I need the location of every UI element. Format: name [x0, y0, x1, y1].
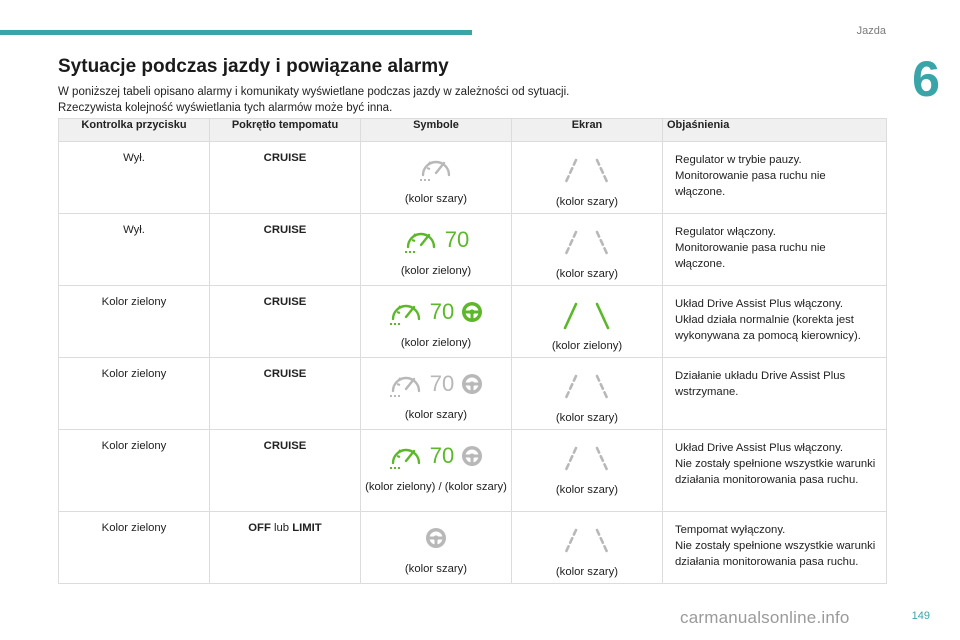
- column-header-symbols: Symbole: [361, 119, 512, 142]
- explanation-line: Monitorowanie pasa ruchu nie włączone.: [675, 242, 826, 270]
- explanation-line: działania monitorowania pasa ruchu.: [675, 556, 859, 568]
- column-header-explanation: Objaśnienia: [663, 119, 887, 142]
- steering-wheel-icon: [460, 444, 484, 468]
- column-header-screen: Ekran: [512, 119, 663, 142]
- lane-line-left-icon: [562, 228, 580, 260]
- intro-line: Rzeczywista kolejność wyświetlania tych alarmów może być inna.: [58, 102, 393, 114]
- table-row: [59, 142, 887, 214]
- explanation-line: Nie zostały spełnione wszystkie warunki: [675, 540, 876, 552]
- cell-control: Kolor zielony: [59, 286, 210, 358]
- table-row: [59, 512, 887, 584]
- symbol-icons: [362, 364, 510, 404]
- cruise-control-icon: [388, 297, 424, 327]
- cell-symbols: [361, 430, 512, 512]
- explanation-line: Nie zostały spełnione wszystkie warunki: [675, 458, 876, 470]
- lane-line-right-icon: [594, 526, 612, 558]
- symbol-caption: (kolor zielony): [400, 337, 472, 349]
- intro-line: W poniższej tabeli opisano alarmy i komunikaty wyświetlane podczas jazdy w zależności od sytuacji.: [58, 86, 570, 98]
- lane-display: [513, 226, 661, 262]
- cell-knob: [210, 358, 361, 430]
- table-row: [59, 430, 887, 512]
- speed-value: 70: [429, 299, 455, 324]
- lane-line-right-icon: [594, 300, 612, 332]
- symbol-icons: [362, 518, 510, 558]
- cell-screen: [512, 214, 663, 286]
- cell-knob: [210, 430, 361, 512]
- symbol-caption: (kolor szary): [404, 193, 468, 205]
- symbol-icons: [362, 436, 510, 476]
- explanation-line: Działanie układu Drive Assist Plus: [675, 370, 846, 382]
- explanation-line: wykonywana za pomocą kierownicy).: [675, 330, 861, 342]
- lane-display: [513, 370, 661, 406]
- watermark: carmanualsonline.info: [680, 608, 850, 627]
- cell-screen: [512, 358, 663, 430]
- symbol-caption: (kolor zielony) / (kolor szary): [365, 481, 507, 493]
- cell-knob: [210, 286, 361, 358]
- speed-value: 70: [444, 227, 470, 252]
- cell-symbols: [361, 214, 512, 286]
- explanation-line: Regulator włączony.: [675, 226, 776, 238]
- cell-symbols: [361, 286, 512, 358]
- table-row: [59, 358, 887, 430]
- cell-control: Kolor zielony: [59, 512, 210, 584]
- explanation-line: Układ działa normalnie (korekta jest: [675, 314, 854, 326]
- screen-caption: (kolor szary): [555, 412, 619, 424]
- speed-value: 70: [429, 443, 455, 468]
- steering-wheel-icon: [460, 300, 484, 324]
- lane-display: [513, 154, 661, 190]
- explanation-line: Tempomat wyłączony.: [675, 524, 786, 536]
- column-header-knob: Pokrętło tempomatu: [210, 119, 361, 142]
- cell-symbols: [361, 142, 512, 214]
- knob-position: OFF: [248, 522, 271, 534]
- cell-control: Wył.: [59, 214, 210, 286]
- cell-explanation: [663, 214, 887, 286]
- cell-explanation: [663, 142, 887, 214]
- symbol-caption: (kolor zielony): [400, 265, 472, 277]
- cell-screen: [512, 512, 663, 584]
- cell-screen: [512, 286, 663, 358]
- cell-explanation: [663, 512, 887, 584]
- symbol-icons: [362, 148, 510, 188]
- lane-display: [513, 442, 661, 478]
- symbol-caption: (kolor szary): [404, 409, 468, 421]
- cruise-control-icon: [403, 225, 439, 255]
- explanation-line: Układ Drive Assist Plus włączony.: [675, 442, 844, 454]
- cell-explanation: [663, 430, 887, 512]
- lane-line-left-icon: [562, 526, 580, 558]
- knob-separator: lub: [270, 522, 293, 534]
- screen-caption: (kolor zielony): [551, 340, 623, 352]
- lane-line-left-icon: [562, 372, 580, 404]
- knob-position: CRUISE: [263, 440, 307, 452]
- symbol-icons: [362, 292, 510, 332]
- table-row: [59, 214, 887, 286]
- symbol-caption: (kolor szary): [404, 563, 468, 575]
- screen-caption: (kolor szary): [555, 566, 619, 578]
- table-header-row: [59, 119, 887, 142]
- intro-text: [58, 84, 569, 116]
- page-title: Sytuacje podczas jazdy i powiązane alarmy: [58, 56, 449, 77]
- lane-line-right-icon: [594, 228, 612, 260]
- cell-knob: [210, 142, 361, 214]
- cruise-control-icon: [418, 153, 454, 183]
- explanation-line: Regulator w trybie pauzy.: [675, 154, 802, 166]
- knob-position-alt: LIMIT: [292, 522, 322, 534]
- lane-display: [513, 524, 661, 560]
- cell-explanation: [663, 358, 887, 430]
- explanation-line: wstrzymane.: [675, 386, 739, 398]
- table-row: [59, 286, 887, 358]
- header-accent-bar: [0, 30, 472, 35]
- lane-line-right-icon: [594, 372, 612, 404]
- cell-knob: [210, 512, 361, 584]
- cell-control: Kolor zielony: [59, 358, 210, 430]
- knob-position: CRUISE: [263, 368, 307, 380]
- speed-value: 70: [429, 371, 455, 396]
- lane-display: [513, 298, 661, 334]
- cell-explanation: [663, 286, 887, 358]
- cell-screen: [512, 430, 663, 512]
- lane-line-right-icon: [594, 444, 612, 476]
- cell-symbols: [361, 358, 512, 430]
- cruise-control-icon: [388, 441, 424, 471]
- knob-position: CRUISE: [263, 152, 307, 164]
- explanation-line: Układ Drive Assist Plus włączony.: [675, 298, 844, 310]
- page-number: 149: [911, 610, 930, 622]
- section-name: Jazda: [856, 25, 886, 37]
- cell-control: Kolor zielony: [59, 430, 210, 512]
- symbol-icons: [362, 220, 510, 260]
- alarms-table: [58, 118, 887, 584]
- screen-caption: (kolor szary): [555, 268, 619, 280]
- column-header-control: Kontrolka przycisku: [59, 119, 210, 142]
- screen-caption: (kolor szary): [555, 196, 619, 208]
- cell-knob: [210, 214, 361, 286]
- lane-line-right-icon: [594, 156, 612, 188]
- cruise-control-icon: [388, 369, 424, 399]
- explanation-line: Monitorowanie pasa ruchu nie włączone.: [675, 170, 826, 198]
- screen-caption: (kolor szary): [555, 484, 619, 496]
- chapter-number: 6: [892, 40, 960, 118]
- knob-position: CRUISE: [263, 224, 307, 236]
- lane-line-left-icon: [562, 300, 580, 332]
- explanation-line: działania monitorowania pasa ruchu.: [675, 474, 859, 486]
- lane-line-left-icon: [562, 156, 580, 188]
- steering-wheel-icon: [424, 526, 448, 550]
- cell-screen: [512, 142, 663, 214]
- knob-position: CRUISE: [263, 296, 307, 308]
- cell-control: Wył.: [59, 142, 210, 214]
- steering-wheel-icon: [460, 372, 484, 396]
- lane-line-left-icon: [562, 444, 580, 476]
- cell-symbols: [361, 512, 512, 584]
